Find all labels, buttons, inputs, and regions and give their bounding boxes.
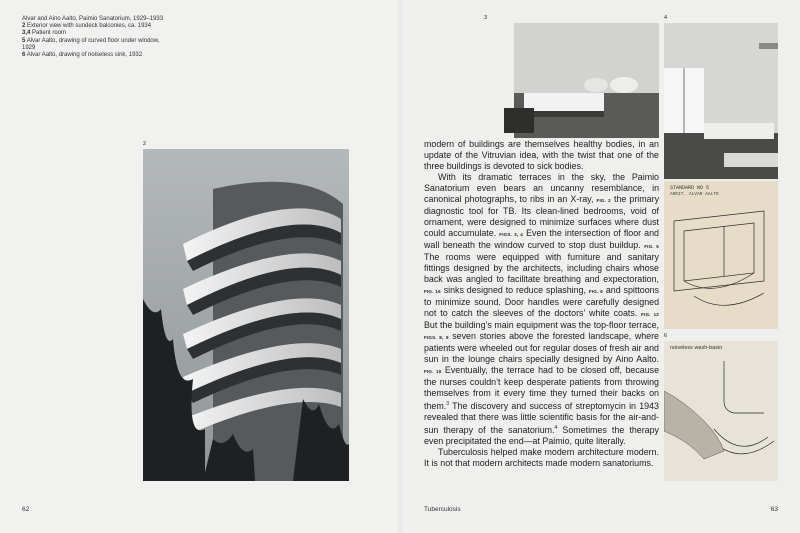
drawing-label: STANDARD NO 5 <box>670 185 710 191</box>
caption-number: 2 <box>22 23 26 30</box>
paragraph-3: Tuberculosis helped make modern architecture modern. It is not that modern architects made modern sanatoriums. <box>424 446 659 468</box>
building-illustration <box>143 149 349 481</box>
sanatorium-exterior-photo <box>143 149 349 481</box>
figure-reference: FIG. 16 <box>424 289 441 294</box>
caption-2 <box>22 23 172 30</box>
figure-number-3: 3 <box>484 15 488 21</box>
drawing-sublabel: ARKIT. ALVAR AALTO <box>670 192 719 197</box>
figure-reference: FIGS. 3, 4 <box>499 232 524 237</box>
caption-number: 3,4 <box>22 30 31 37</box>
caption-number: 5 <box>22 37 26 44</box>
figure-number-6: 6 <box>664 333 668 339</box>
text-run: But the building’s main equipment was the top-floor terrace, <box>424 320 659 330</box>
drawing-label: noiseless wash-basin <box>670 345 723 351</box>
patient-room-photo-1 <box>484 23 659 138</box>
figure-reference: FIG. 2 <box>596 198 611 203</box>
figure-reference: FIG. 6 <box>588 289 603 294</box>
figure-reference: FIG. 12 <box>641 312 660 317</box>
caption-6 <box>22 52 172 59</box>
left-page-number: 62 <box>22 506 30 513</box>
gutter <box>398 0 402 533</box>
patient-room-photo-2 <box>664 23 778 179</box>
sink-drawing-lines <box>664 341 778 481</box>
drawing-lines <box>664 181 778 329</box>
body-text-column <box>424 139 659 469</box>
text-run: Eventually, the terrace had to be closed off, because the nurses couldn’t keep desperate patients from throwing themselves from it every time they turned their backs on them. <box>424 365 660 411</box>
paragraph-1: modern of buildings are themselves healthy bodies, in an update of the Vitruvian idea, with the twist that one of the three buildings is devoted to sick bodies. <box>424 139 659 171</box>
caption-text: Alvar and Aino Aalto, Paimio Sanatorium, 1929–1933 <box>22 16 164 22</box>
text-run: Even the intersection of floor and wall beneath the window curved to stop dust buildup. <box>424 228 659 250</box>
footnote-marker: 3 <box>446 401 449 407</box>
caption-number: 6 <box>22 52 26 59</box>
text-run: seven stories above the forested landscape, where patients were wheeled out for regular doses of fresh air and sun in the lounge chairs specially designed by Aino Aalto. <box>424 331 659 364</box>
caption-text: Patient room <box>32 30 67 37</box>
text-run: With its dramatic terraces in the sky, the Paimio Sanatorium even bears an uncanny resemblance, in canonical photographs, to ribs in an X-ray, <box>424 172 659 204</box>
caption-text: Exterior view with sundeck balconies, ca. 1934 <box>27 23 152 30</box>
text-run: sinks designed to reduce splashing, <box>440 285 589 295</box>
running-section-title: Tuberculosis <box>424 506 461 513</box>
caption-5 <box>22 38 172 52</box>
figure-reference: FIGS. 8, 9 <box>424 335 449 340</box>
figure-number-4: 4 <box>664 15 668 21</box>
figure-reference: FIG. 5 <box>644 244 660 249</box>
text-run: The discovery and success of streptomycin in 1943 revealed that there was little scientific basis for the air-and-sun therapy of the sanatorium. <box>424 400 659 435</box>
noiseless-sink-drawing <box>664 341 778 481</box>
paragraph-2 <box>424 172 659 447</box>
figure-number-2: 2 <box>143 141 147 147</box>
room-illustration-2 <box>664 23 778 179</box>
caption-main <box>22 16 172 23</box>
footnote-marker: 4 <box>554 424 558 431</box>
text-run: The rooms were equipped with furniture and sanitary fittings designed by the architects, including chairs whose back was angled to facilitate breathing and expectoration, <box>424 252 659 284</box>
room-illustration <box>484 23 659 138</box>
caption-text: Alvar Aalto, drawing of noiseless sink, 1932 <box>26 52 143 59</box>
text-run: the primary diagnostic tool for TB. Its clean-lined bedrooms, void of ornament, were designed to minimize surfaces where dust could accumulate. <box>424 194 660 238</box>
caption-text: Alvar Aalto, drawing of curved floor under window, 1929 <box>22 37 160 51</box>
figure-captions <box>22 16 172 59</box>
right-page-number: 63 <box>770 506 778 513</box>
caption-3-4 <box>22 30 172 37</box>
figure-reference: FIG. 10 <box>424 369 442 374</box>
curved-floor-drawing <box>664 181 778 329</box>
text-run: and spittoons to minimize sound. Door handles were carefully designed not to catch the sleeves of the doctors’ white coats. <box>424 285 660 318</box>
text-run: Sometimes the therapy even precipitated the end—at Paimio, quite literally. <box>424 424 659 446</box>
